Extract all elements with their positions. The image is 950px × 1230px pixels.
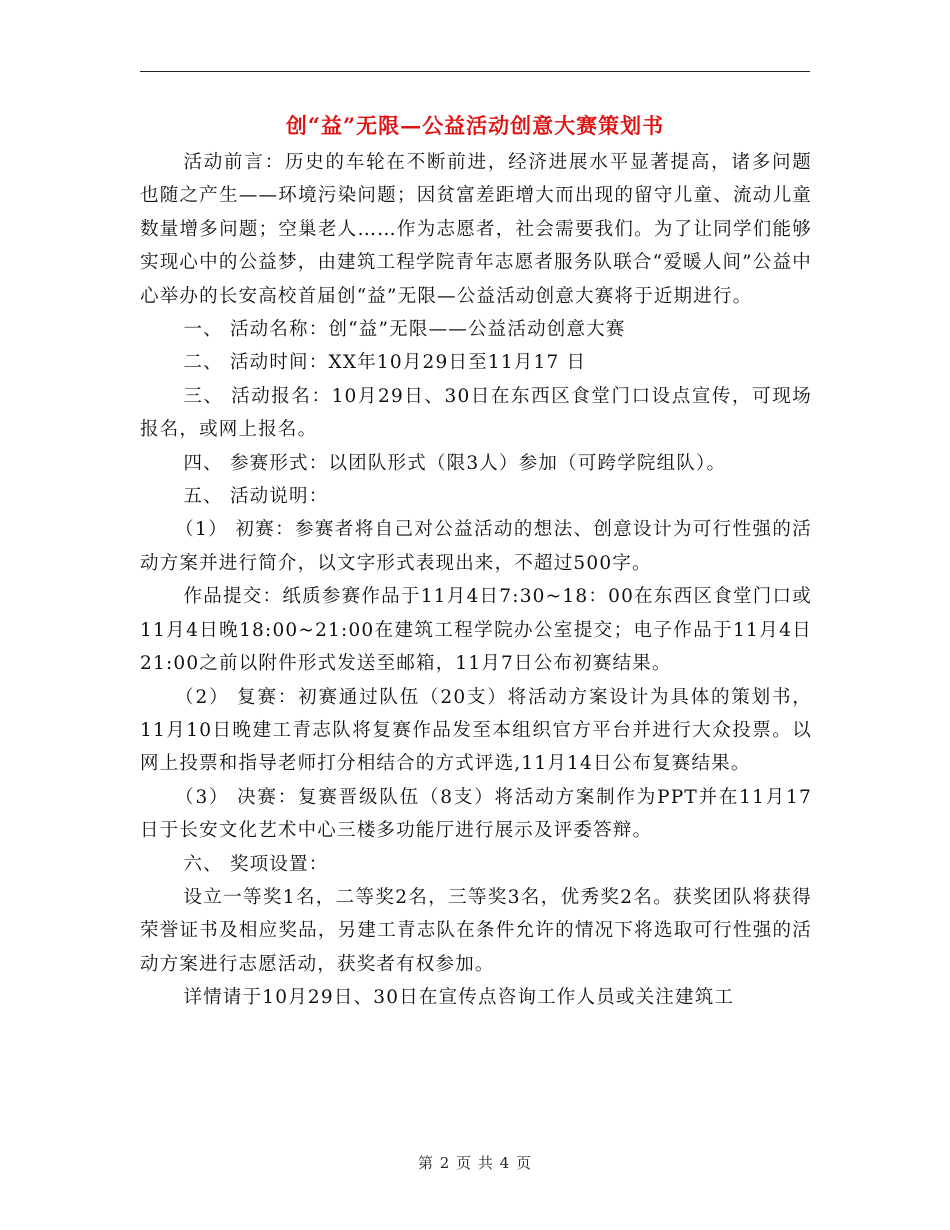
paragraph-activity-name: 一、 活动名称：创“益”无限——公益活动创意大赛 xyxy=(183,319,626,341)
paragraph-submission: 作品提交：纸质参赛作品于11月4日7:30~18：00在东西区食堂门口或11月4日晚18:00~21:00在建筑工程学院办公室提交；电子作品于11月4日21:00之前以附件形式发送至邮箱，11月7日公布初赛结果。 xyxy=(140,586,812,675)
document-body xyxy=(140,146,812,1015)
paragraph-second-round: （2） 复赛：初赛通过队伍（20支）将活动方案设计为具体的策划书，11月10日晚建工青志队将复赛作品发至本组织官方平台并进行大众投票。以网上投票和指导老师打分相结合的方式评选,11月14日公布复赛结果。 xyxy=(140,686,812,775)
paragraph-registration: 三、 活动报名：10月29日、30日在东西区食堂门口设点宣传，可现场报名，或网上报名。 xyxy=(140,385,812,441)
paragraph-activity-notes: 五、 活动说明： xyxy=(183,486,329,508)
paragraph-entry-format: 四、 参赛形式：以团队形式（限3人）参加（可跨学院组队）。 xyxy=(183,452,727,474)
header-rule xyxy=(140,71,810,72)
paragraph-awards-detail: 设立一等奖1名，二等奖2名，三等奖3名，优秀奖2名。获奖团队将获得荣誉证书及相应奖品，另建工青志队在条件允许的情况下将选取可行性强的活动方案进行志愿活动，获奖者有权参加。 xyxy=(140,886,812,975)
paragraph-details: 详情请于10月29日、30日在宣传点咨询工作人员或关注建筑工 xyxy=(183,987,735,1009)
document-title: 创“益”无限—公益活动创意大赛策划书 xyxy=(285,113,665,138)
paragraph-preface: 活动前言：历史的车轮在不断前进，经济进展水平显著提高，诸多问题也随之产生——环境污染问题；因贫富差距增大而出现的留守儿童、流动儿童数量增多问题；空巢老人……作为志愿者，社会需要我们。为了让同学们能够实现心中的公益梦，由建筑工程学院青年志愿者服务队联合“爱暖人间”公益中心举办的长安高校首届创“益”无限—公益活动创意大赛将于近期进行。 xyxy=(140,152,812,307)
paragraph-awards-heading: 六、 奖项设置： xyxy=(183,853,329,875)
page-number: 第 2 页 共 4 页 xyxy=(418,1154,532,1172)
paragraph-preliminary-round: （1） 初赛：参赛者将自己对公益活动的想法、创意设计为可行性强的活动方案并进行简介，以文字形式表现出来，不超过500字。 xyxy=(140,519,812,574)
paragraph-final-round: （3） 决赛：复赛晋级队伍（8支）将活动方案制作为PPT并在11月17日于长安文化艺术中心三楼多功能厅进行展示及评委答辩。 xyxy=(140,786,812,842)
paragraph-activity-time: 二、 活动时间：XX年10月29日至11月17 日 xyxy=(183,352,587,374)
